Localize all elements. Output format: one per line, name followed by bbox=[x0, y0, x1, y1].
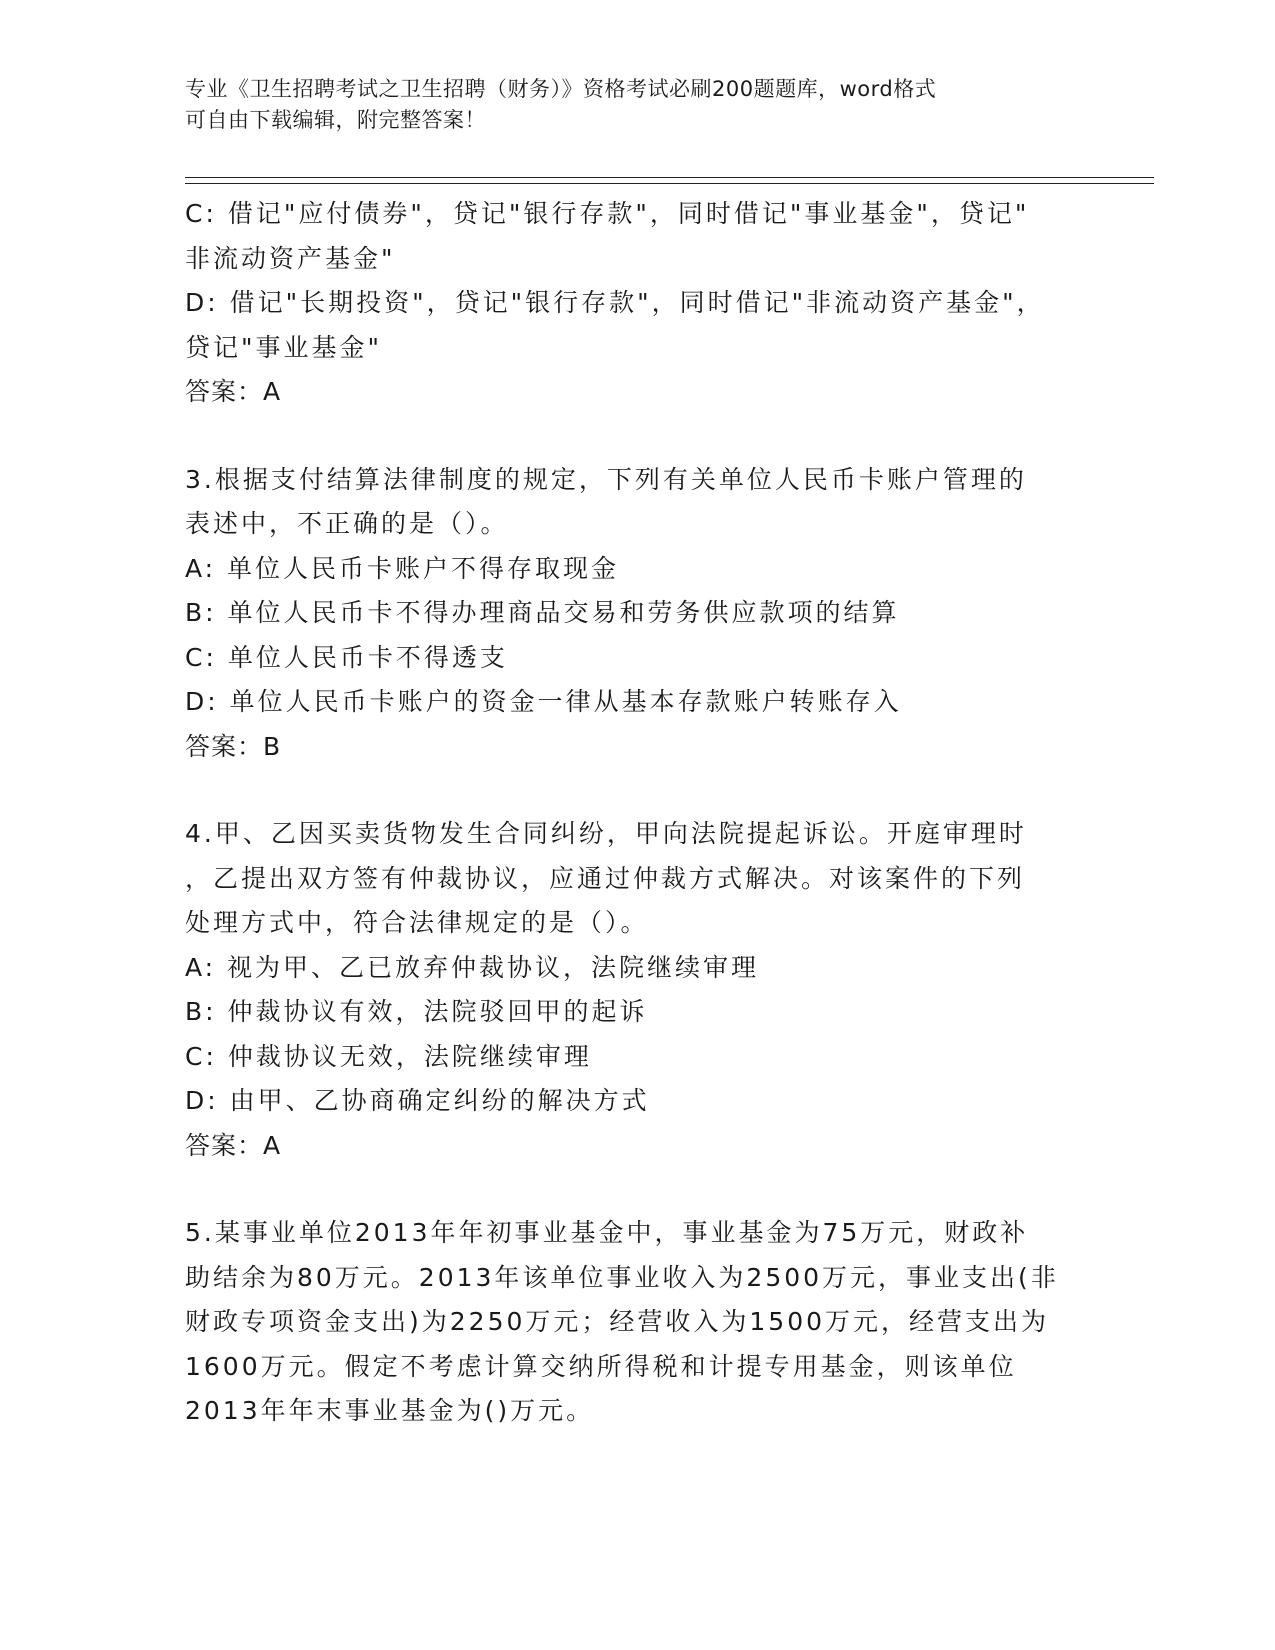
option-b: B: 仲裁协议有效，法院驳回甲的起诉 bbox=[185, 997, 648, 1026]
header-divider-bottom bbox=[185, 183, 1154, 184]
question-stem-line-2: 助结余为80万元。2013年该单位事业收入为2500万元，事业支出(非 bbox=[185, 1262, 1059, 1292]
answer-label: 答案：B bbox=[185, 731, 282, 761]
question-3 bbox=[185, 458, 1085, 770]
option-c: C: 仲裁协议无效，法院继续审理 bbox=[185, 1041, 592, 1071]
option-d-line-1: D: 借记"长期投资"，贷记"银行存款"，同时借记"非流动资产基金"， bbox=[185, 288, 1045, 317]
answer-label: 答案：A bbox=[185, 377, 282, 406]
question-stem-line-1: 4.甲、乙因买卖货物发生合同纠纷，甲向法院提起诉讼。开庭审理时 bbox=[185, 819, 1027, 848]
spacer bbox=[185, 415, 1085, 458]
header-title-line-1: 专业《卫生招聘考试之卫生招聘（财务）》资格考试必刷200题题库，word格式 bbox=[185, 77, 937, 101]
option-c: C: 单位人民币卡不得透支 bbox=[185, 642, 508, 672]
question-stem-line-1: 5.某事业单位2013年年初事业基金中，事业基金为75万元，财政补 bbox=[185, 1218, 1029, 1247]
question-stem-line-4: 1600万元。假定不考虑计算交纳所得税和计提专用基金，则该单位 bbox=[185, 1351, 1017, 1381]
answer-label: 答案：A bbox=[185, 1130, 282, 1160]
question-content bbox=[185, 192, 1085, 1434]
option-c-line-2: 非流动资产基金" bbox=[185, 243, 396, 273]
question-stem-line-2: ，乙提出双方签有仲裁协议，应通过仲裁方式解决。对该案件的下列 bbox=[185, 863, 1026, 893]
question-2-tail bbox=[185, 192, 1085, 415]
question-stem-line-3: 财政专项资金支出)为2250万元；经营收入为1500万元，经营支出为 bbox=[185, 1307, 1050, 1336]
question-stem-line-2: 表述中，不正确的是（）。 bbox=[185, 509, 509, 538]
option-a: A: 单位人民币卡账户不得存取现金 bbox=[185, 553, 620, 583]
header-divider-top bbox=[185, 177, 1154, 178]
question-stem-line-5: 2013年年末事业基金为()万元。 bbox=[185, 1396, 595, 1425]
option-d: D: 由甲、乙协商确定纠纷的解决方式 bbox=[185, 1086, 650, 1115]
page-header bbox=[185, 74, 1085, 136]
question-4 bbox=[185, 812, 1085, 1168]
option-b: B: 单位人民币卡不得办理商品交易和劳务供应款项的结算 bbox=[185, 598, 900, 627]
question-stem-line-1: 3.根据支付结算法律制度的规定，下列有关单位人民币卡账户管理的 bbox=[185, 464, 1027, 494]
option-a: A: 视为甲、乙已放弃仲裁协议，法院继续审理 bbox=[185, 952, 760, 982]
option-d: D: 单位人民币卡账户的资金一律从基本存款账户转账存入 bbox=[185, 687, 902, 716]
question-5 bbox=[185, 1211, 1085, 1434]
spacer bbox=[185, 769, 1085, 812]
spacer bbox=[185, 1168, 1085, 1211]
header-title-line-2: 可自由下载编辑，附完整答案！ bbox=[185, 108, 486, 132]
option-d-line-2: 贷记"事业基金" bbox=[185, 332, 382, 362]
option-c-line-1: C: 借记"应付债券"，贷记"银行存款"，同时借记"事业基金"，贷记" bbox=[185, 199, 1030, 228]
question-stem-line-3: 处理方式中，符合法律规定的是（）。 bbox=[185, 908, 649, 937]
